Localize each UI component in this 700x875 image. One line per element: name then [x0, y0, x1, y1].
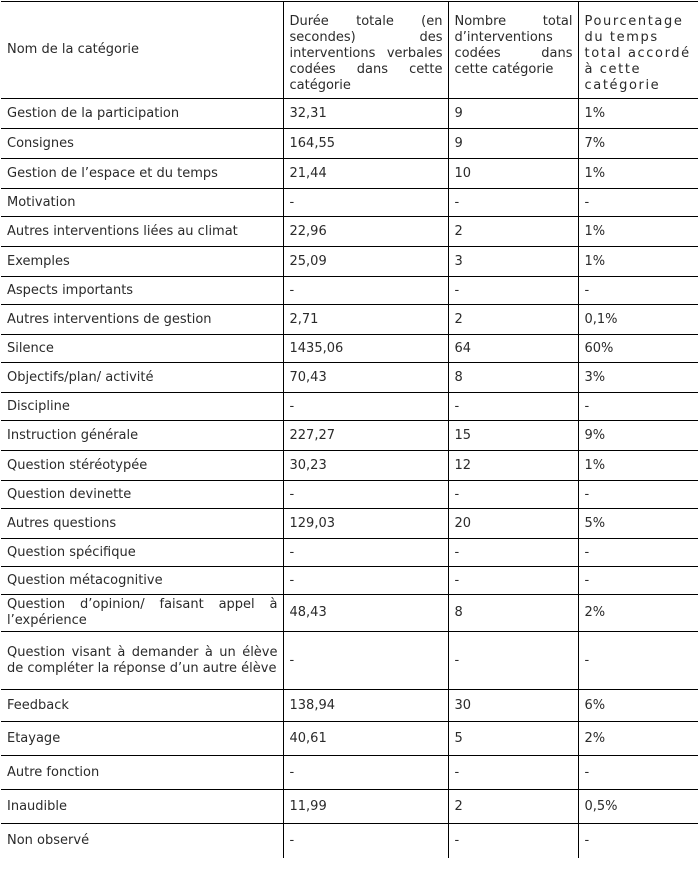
- category-cell: Aspects importants: [1, 277, 283, 305]
- table-row: [1, 509, 698, 539]
- count-cell: -: [448, 632, 578, 690]
- table-row: [1, 756, 698, 790]
- category-cell: Etayage: [1, 722, 283, 756]
- percent-cell: 2%: [578, 722, 698, 756]
- header-row: [1, 2, 698, 99]
- percent-cell: 60%: [578, 335, 698, 363]
- count-cell: -: [448, 481, 578, 509]
- count-cell: 15: [448, 421, 578, 451]
- count-cell: 9: [448, 129, 578, 159]
- count-cell: -: [448, 189, 578, 217]
- category-cell: Discipline: [1, 393, 283, 421]
- percent-cell: -: [578, 277, 698, 305]
- duration-cell: 25,09: [283, 247, 448, 277]
- table-row: [1, 790, 698, 824]
- duration-cell: 11,99: [283, 790, 448, 824]
- table-row: [1, 129, 698, 159]
- percent-cell: 5%: [578, 509, 698, 539]
- table-row: [1, 393, 698, 421]
- category-cell: Feedback: [1, 690, 283, 722]
- percent-cell: -: [578, 539, 698, 567]
- category-cell: Instruction générale: [1, 421, 283, 451]
- table-row: [1, 217, 698, 247]
- header-percent: Pourcentage du temps total accordé à cette catégorie: [578, 2, 698, 99]
- table-row: [1, 451, 698, 481]
- header-count: Nombre total d’interventions codées dans cette catégorie: [448, 2, 578, 99]
- duration-cell: -: [283, 189, 448, 217]
- table-row: [1, 305, 698, 335]
- percent-cell: 1%: [578, 159, 698, 189]
- count-cell: 64: [448, 335, 578, 363]
- count-cell: 10: [448, 159, 578, 189]
- percent-cell: 1%: [578, 247, 698, 277]
- percent-cell: -: [578, 393, 698, 421]
- percent-cell: 0,5%: [578, 790, 698, 824]
- category-cell: Question spécifique: [1, 539, 283, 567]
- category-table: [1, 1, 698, 858]
- percent-cell: -: [578, 632, 698, 690]
- duration-cell: 21,44: [283, 159, 448, 189]
- count-cell: 8: [448, 595, 578, 632]
- count-cell: 12: [448, 451, 578, 481]
- duration-cell: 22,96: [283, 217, 448, 247]
- duration-cell: -: [283, 277, 448, 305]
- percent-cell: -: [578, 824, 698, 858]
- category-cell: Question devinette: [1, 481, 283, 509]
- percent-cell: 6%: [578, 690, 698, 722]
- table-row: [1, 824, 698, 858]
- table-row: [1, 632, 698, 690]
- percent-cell: 9%: [578, 421, 698, 451]
- duration-cell: 129,03: [283, 509, 448, 539]
- category-cell: Autres interventions de gestion: [1, 305, 283, 335]
- count-cell: -: [448, 277, 578, 305]
- category-cell: Question métacognitive: [1, 567, 283, 595]
- count-cell: 2: [448, 217, 578, 247]
- category-cell: Question stéréotypée: [1, 451, 283, 481]
- count-cell: -: [448, 539, 578, 567]
- category-cell: Exemples: [1, 247, 283, 277]
- percent-cell: 3%: [578, 363, 698, 393]
- percent-cell: 1%: [578, 99, 698, 129]
- data-table-container: [1, 1, 698, 858]
- category-cell: Non observé: [1, 824, 283, 858]
- category-cell: Autres interventions liées au climat: [1, 217, 283, 247]
- table-row: [1, 159, 698, 189]
- table-row: [1, 335, 698, 363]
- duration-cell: -: [283, 824, 448, 858]
- percent-cell: -: [578, 567, 698, 595]
- table-row: [1, 189, 698, 217]
- category-cell: Autres questions: [1, 509, 283, 539]
- header-duration: Durée totale (en secondes) des interventions verbales codées dans cette catégorie: [283, 2, 448, 99]
- table-row: [1, 247, 698, 277]
- category-cell: Autre fonction: [1, 756, 283, 790]
- count-cell: -: [448, 756, 578, 790]
- count-cell: -: [448, 393, 578, 421]
- percent-cell: -: [578, 189, 698, 217]
- count-cell: 8: [448, 363, 578, 393]
- count-cell: -: [448, 567, 578, 595]
- duration-cell: 40,61: [283, 722, 448, 756]
- count-cell: 3: [448, 247, 578, 277]
- duration-cell: 138,94: [283, 690, 448, 722]
- count-cell: 2: [448, 305, 578, 335]
- header-category: Nom de la catégorie: [1, 2, 283, 99]
- table-row: [1, 99, 698, 129]
- duration-cell: 70,43: [283, 363, 448, 393]
- category-cell: Objectifs/plan/ activité: [1, 363, 283, 393]
- table-row: [1, 722, 698, 756]
- duration-cell: -: [283, 632, 448, 690]
- table-row: [1, 567, 698, 595]
- table-row: [1, 481, 698, 509]
- percent-cell: 1%: [578, 451, 698, 481]
- duration-cell: 32,31: [283, 99, 448, 129]
- percent-cell: -: [578, 481, 698, 509]
- percent-cell: -: [578, 756, 698, 790]
- category-cell: Question visant à demander à un élève de compléter la réponse d’un autre élève: [1, 632, 283, 690]
- category-cell: Consignes: [1, 129, 283, 159]
- duration-cell: -: [283, 393, 448, 421]
- category-cell: Silence: [1, 335, 283, 363]
- duration-cell: 1435,06: [283, 335, 448, 363]
- count-cell: -: [448, 824, 578, 858]
- table-row: [1, 539, 698, 567]
- duration-cell: -: [283, 539, 448, 567]
- percent-cell: 0,1%: [578, 305, 698, 335]
- count-cell: 20: [448, 509, 578, 539]
- count-cell: 9: [448, 99, 578, 129]
- duration-cell: -: [283, 481, 448, 509]
- count-cell: 5: [448, 722, 578, 756]
- table-row: [1, 421, 698, 451]
- duration-cell: -: [283, 756, 448, 790]
- percent-cell: 1%: [578, 217, 698, 247]
- duration-cell: 164,55: [283, 129, 448, 159]
- category-cell: Gestion de la participation: [1, 99, 283, 129]
- percent-cell: 2%: [578, 595, 698, 632]
- duration-cell: 2,71: [283, 305, 448, 335]
- duration-cell: 227,27: [283, 421, 448, 451]
- table-row: [1, 690, 698, 722]
- count-cell: 2: [448, 790, 578, 824]
- category-cell: Motivation: [1, 189, 283, 217]
- percent-cell: 7%: [578, 129, 698, 159]
- duration-cell: 30,23: [283, 451, 448, 481]
- duration-cell: -: [283, 567, 448, 595]
- table-row: [1, 277, 698, 305]
- table-row: [1, 595, 698, 632]
- count-cell: 30: [448, 690, 578, 722]
- category-cell: Inaudible: [1, 790, 283, 824]
- category-cell: Question d’opinion/ faisant appel à l’expérience: [1, 595, 283, 632]
- table-row: [1, 363, 698, 393]
- category-cell: Gestion de l’espace et du temps: [1, 159, 283, 189]
- duration-cell: 48,43: [283, 595, 448, 632]
